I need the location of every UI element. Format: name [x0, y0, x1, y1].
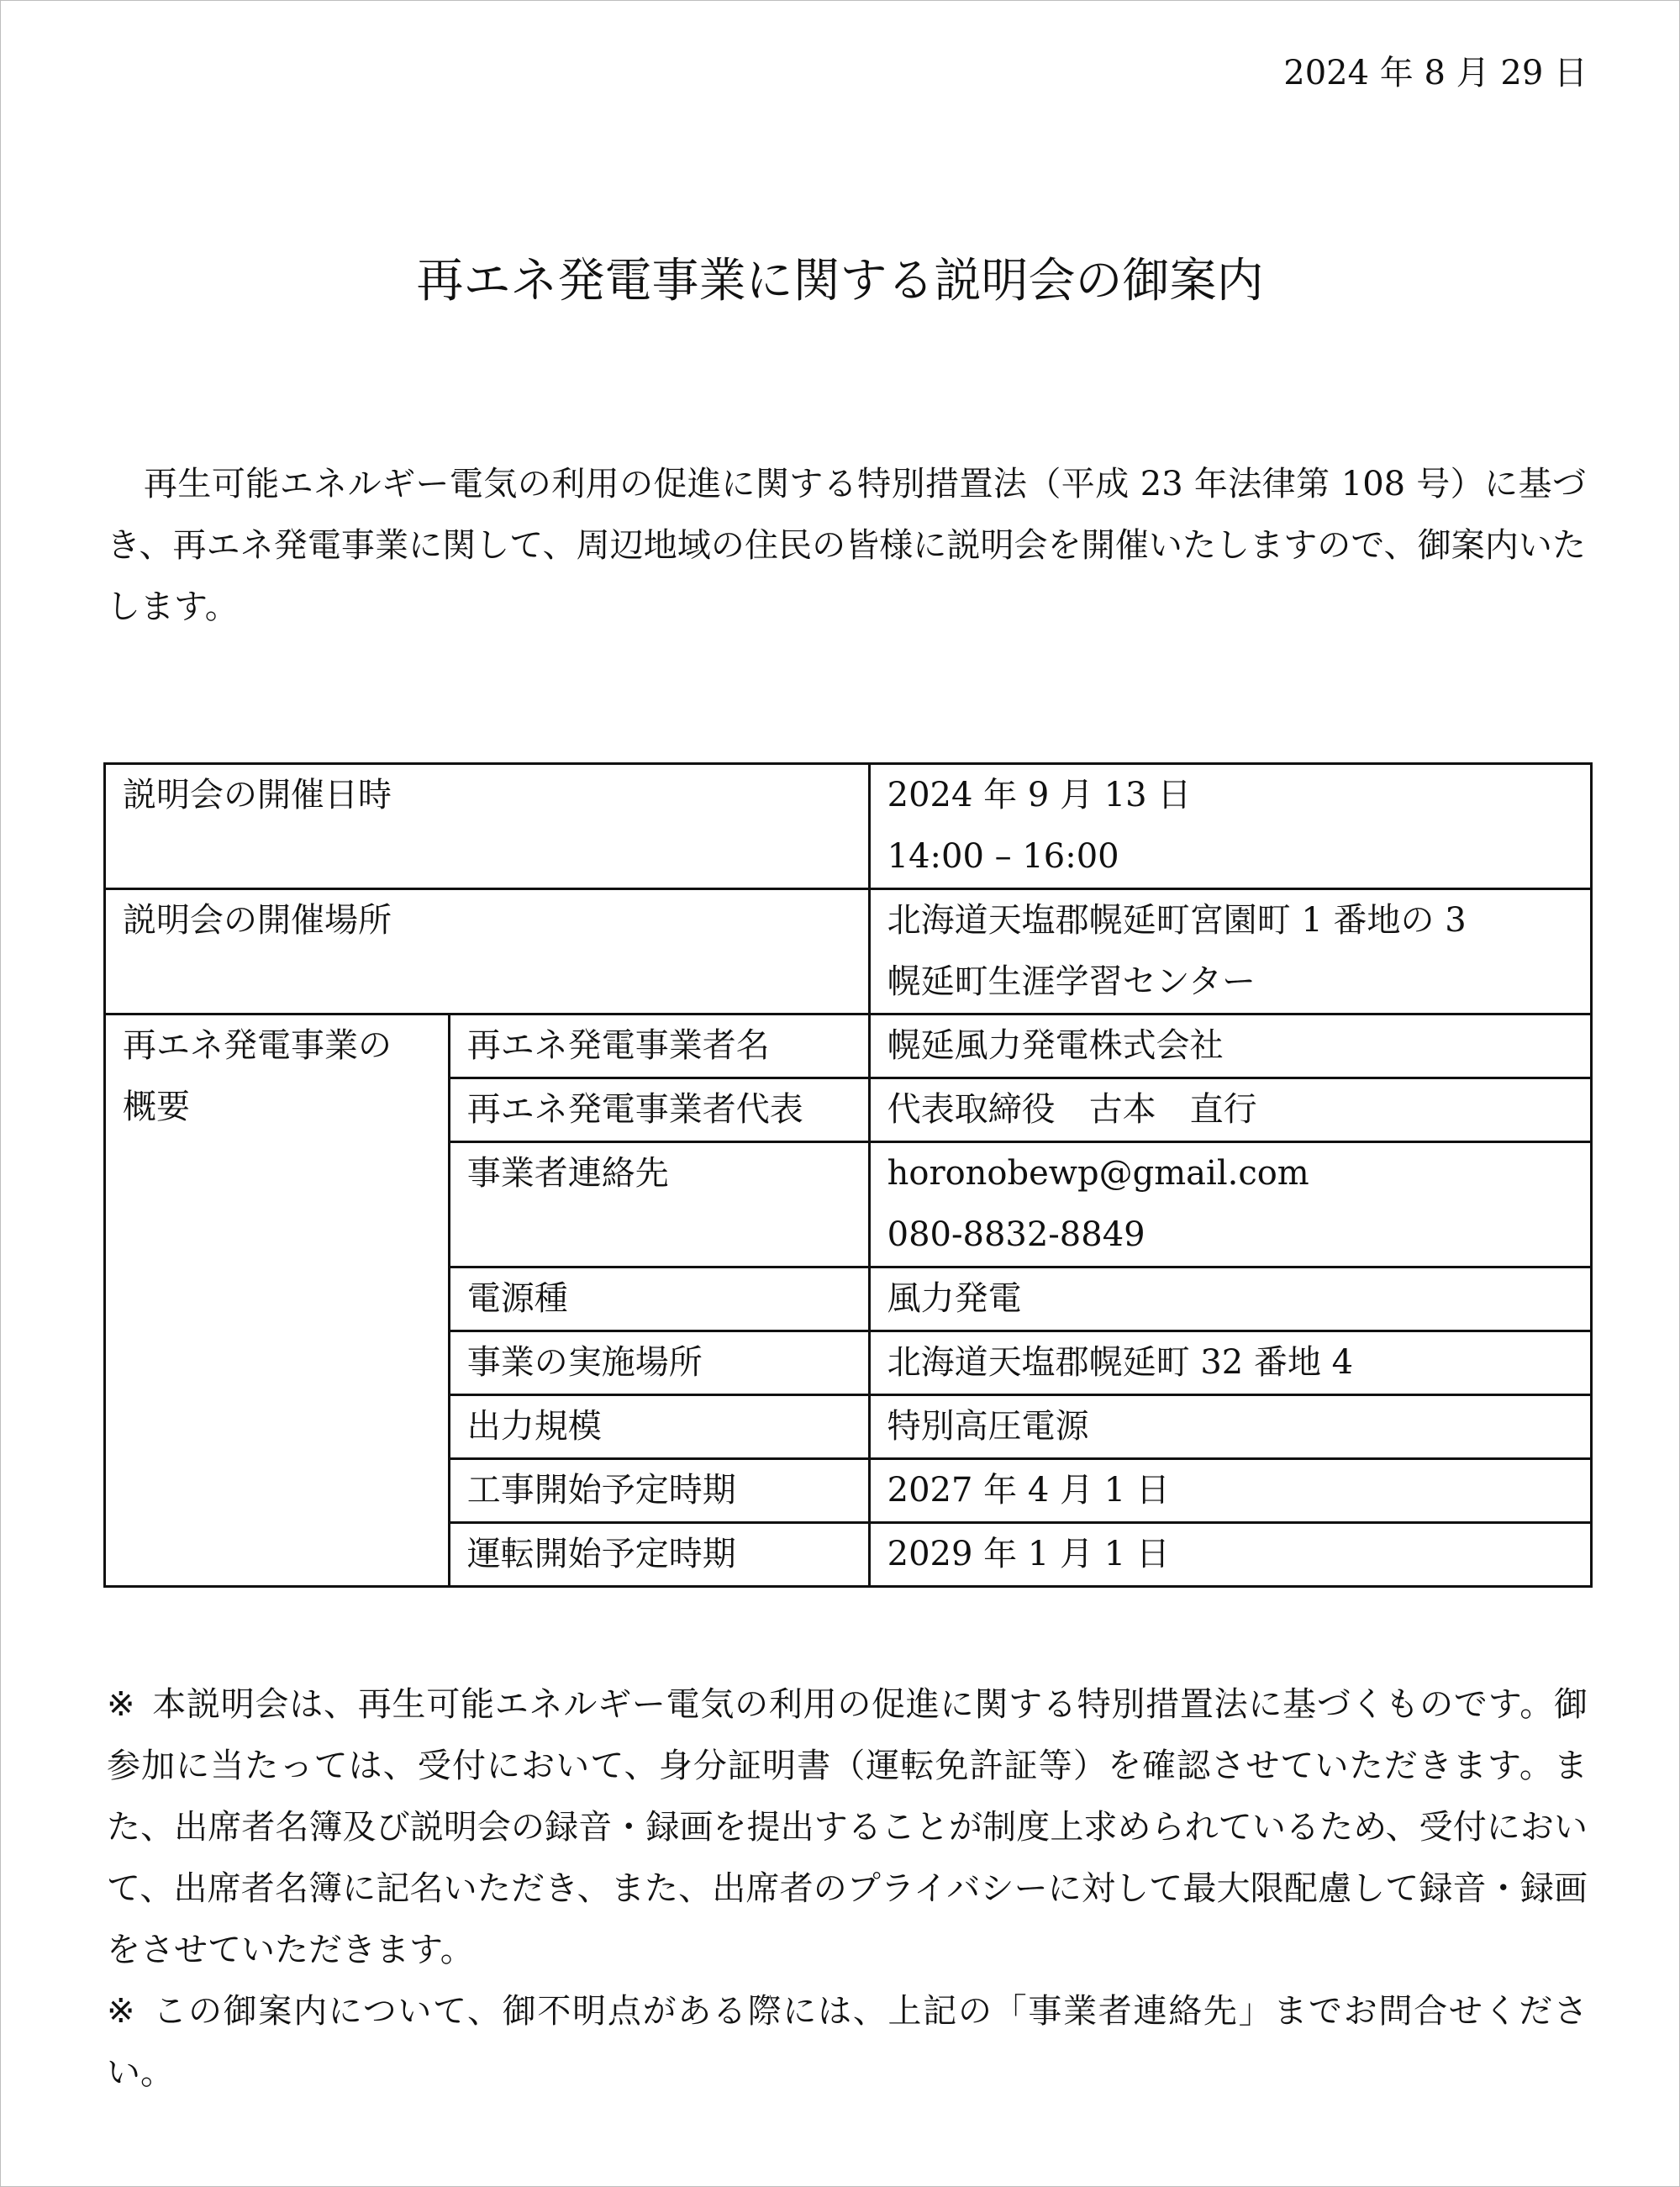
operator-representative-label: 再エネ発電事業者代表: [449, 1078, 869, 1142]
document-title: 再エネ発電事業に関する説明会の御案内: [416, 254, 1264, 308]
note-text: 本説明会は、再生可能エネルギー電気の利用の促進に関する特別措置法に基づくものです。御参加に当たっては、受付において、身分証明書（運転免許証等）を確認させていただきます。また、出席者名簿及び説明会の録音・録画を提出することが制度上求められているため、受付において、出席者名簿に記名いただき、また、出席者のプライバシーに対して最大限配慮して録音・録画をさせていただきます。: [107, 1685, 1588, 1969]
operation-start-label: 運転開始予定時期: [449, 1523, 869, 1587]
note-legal-basis: [107, 1674, 1588, 1981]
venue-address: 北海道天塩郡幌延町宮園町 1 番地の 3: [887, 901, 1467, 940]
table-row-datetime: [105, 764, 1592, 889]
construction-start-label: 工事開始予定時期: [449, 1459, 869, 1523]
datetime-value: [869, 764, 1591, 889]
output-scale-value: 特別高圧電源: [869, 1395, 1591, 1459]
note-text: この御案内について、御不明点がある際には、上記の「事業者連絡先」までお問合せください。: [107, 1992, 1588, 2092]
venue-value: [869, 889, 1591, 1014]
power-source-value: 風力発電: [869, 1267, 1591, 1331]
operator-name-value: 幌延風力発電株式会社: [869, 1014, 1591, 1078]
contact-label: 事業者連絡先: [449, 1142, 869, 1267]
operation-start-value: 2029 年 1 月 1 日: [869, 1523, 1591, 1587]
datetime-label: 説明会の開催日時: [105, 764, 870, 889]
overview-label: 再エネ発電事業の 概要: [105, 1014, 450, 1587]
briefing-info-table: [103, 762, 1593, 1588]
notes-section: [107, 1674, 1588, 2104]
note-mark: ※: [107, 1685, 136, 1724]
note-inquiries: [107, 1981, 1588, 2104]
output-scale-label: 出力規模: [449, 1395, 869, 1459]
contact-email: horonobewp@gmail.com: [887, 1154, 1309, 1193]
intro-paragraph: 再生可能エネルギー電気の利用の促進に関する特別措置法（平成 23 年法律第 108 号）に基づき、再エネ発電事業に関して、周辺地域の住民の皆様に説明会を開催いたしますので、御案内いたします。: [107, 465, 1586, 626]
table-row-operator-name: [105, 1014, 1592, 1078]
contact-value: [869, 1142, 1591, 1267]
contact-phone: 080-8832-8849: [887, 1215, 1145, 1254]
project-location-label: 事業の実施場所: [449, 1331, 869, 1395]
construction-start-value: 2027 年 4 月 1 日: [869, 1459, 1591, 1523]
operator-name-label: 再エネ発電事業者名: [449, 1014, 869, 1078]
venue-name: 幌延町生涯学習センター: [887, 962, 1256, 1001]
datetime-time: 14:00 – 16:00: [887, 837, 1119, 876]
table-row-venue: [105, 889, 1592, 1014]
project-location-value: 北海道天塩郡幌延町 32 番地 4: [869, 1331, 1591, 1395]
document-date: 2024 年 8 月 29 日: [1283, 54, 1588, 92]
venue-label: 説明会の開催場所: [105, 889, 870, 1014]
operator-representative-value: 代表取締役 古本 直行: [869, 1078, 1591, 1142]
note-mark: ※: [107, 1992, 137, 2031]
datetime-date: 2024 年 9 月 13 日: [887, 776, 1192, 814]
power-source-label: 電源種: [449, 1267, 869, 1331]
